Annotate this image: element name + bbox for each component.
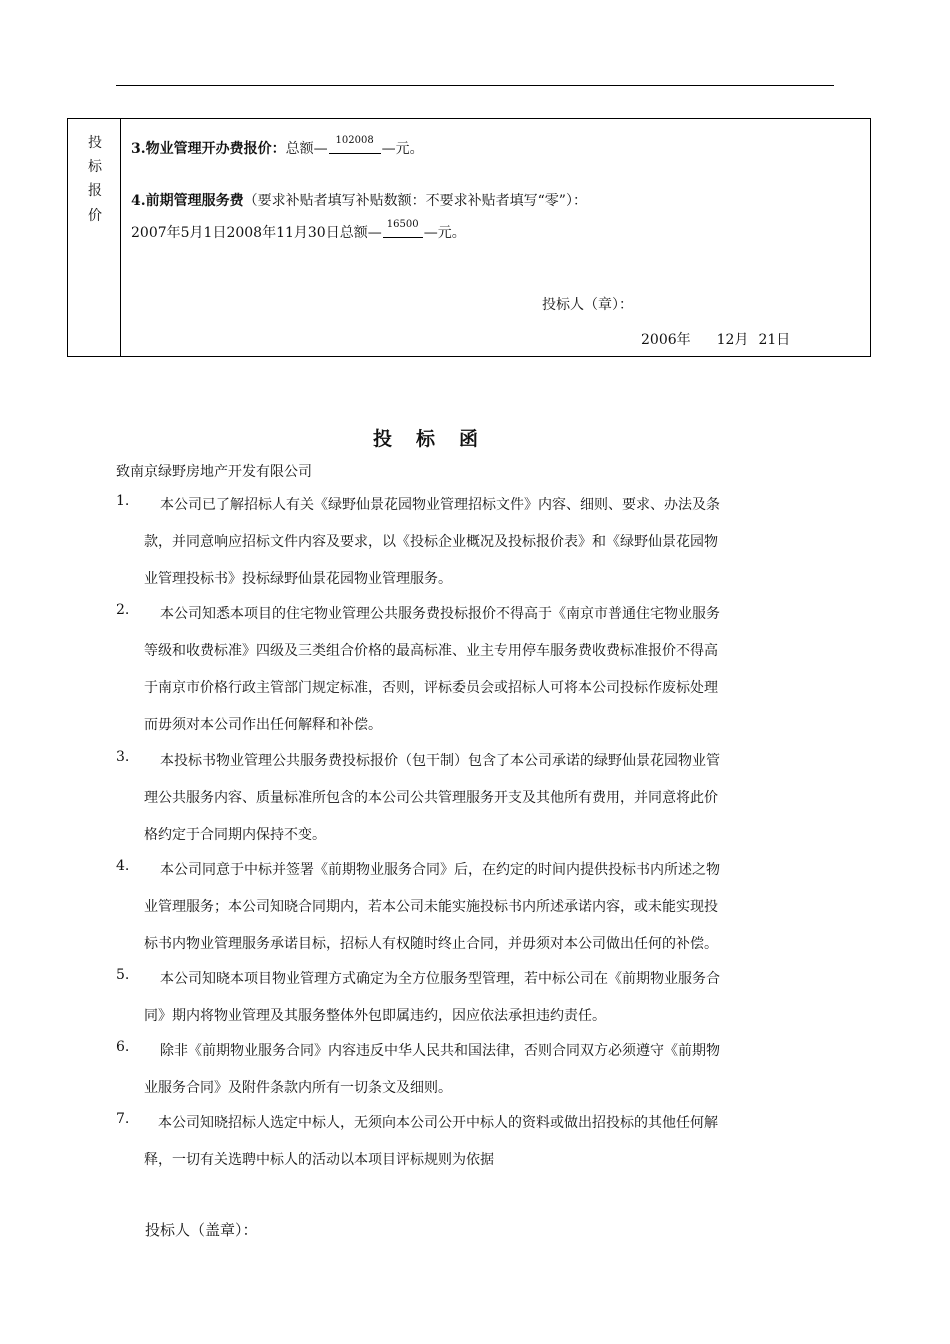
clause-line: 款，并同意响应招标文件内容及要求，以《投标企业概况及投标报价表》和《绿野仙景花园物 — [144, 534, 718, 550]
table-date — [641, 329, 790, 349]
item3-line — [131, 135, 424, 158]
clause-7 — [116, 1111, 834, 1185]
clause-3 — [116, 749, 834, 860]
clause-line: 同》期内将物业管理及其服务整体外包即属违约，因应依法承担违约责任。 — [144, 1008, 606, 1024]
item3-amount-blank — [329, 135, 381, 154]
clause-1 — [116, 493, 834, 604]
table-signer-label: 投标人（章）： — [542, 297, 633, 313]
clause-4 — [116, 858, 834, 969]
item3-suffix: —元。 — [381, 141, 424, 157]
clause-line: 理公共服务内容、质量标准所包含的本公司公共管理服务开支及其他所有费用，并同意将此价 — [144, 790, 718, 806]
clause-line: 等级和收费标准》四级及三类组合价格的最高标准、业主专用停车服务费收费标准报价不得高 — [144, 643, 718, 659]
clause-number: 7. — [116, 1111, 130, 1127]
clause-6 — [116, 1039, 834, 1113]
clause-number: 4. — [116, 858, 130, 874]
item3-amount: 102008 — [335, 135, 374, 146]
clause-line: 本公司知晓招标人选定中标人，无须向本公司公开中标人的资料或做出招投标的其他任何解 — [158, 1115, 718, 1131]
letter-recipient: 致南京绿野房地产开发有限公司 — [116, 464, 312, 480]
item4-period-line — [131, 219, 466, 242]
clause-number: 6. — [116, 1039, 130, 1055]
clause-number: 1. — [116, 493, 130, 509]
clause-line: 而毋须对本公司作出任何解释和补偿。 — [144, 717, 382, 733]
date-year: 2006年 — [641, 332, 691, 348]
quote-label-column — [68, 119, 121, 356]
clause-line: 标书内物业管理服务承诺目标，招标人有权随时终止合同，并毋须对本公司做出任何的补偿。 — [144, 936, 718, 952]
item4-suffix: —元。 — [423, 225, 466, 241]
clause-line: 释，一切有关选聘中标人的活动以本项目评标规则为依据 — [144, 1152, 494, 1168]
clause-line: 除非《前期物业服务合同》内容违反中华人民共和国法律，否则合同双方必须遵守《前期物 — [160, 1043, 720, 1059]
label-char: 报 — [88, 183, 102, 199]
clause-2 — [116, 602, 834, 750]
quote-table — [67, 118, 871, 357]
clause-line: 业服务合同》及附件条款内所有一切条文及细则。 — [144, 1080, 452, 1096]
label-char: 投 — [88, 135, 102, 151]
item3-prefix: 总额— — [285, 141, 328, 157]
clause-line: 本公司已了解招标人有关《绿野仙景花园物业管理招标文件》内容、细则、要求、办法及条 — [160, 497, 720, 513]
clause-number: 2. — [116, 602, 130, 618]
clause-line: 本公司同意于中标并签署《前期物业服务合同》后，在约定的时间内提供投标书内所述之物 — [160, 862, 720, 878]
letter-signer: 投标人（盖章）： — [145, 1221, 258, 1239]
item4-amount: 16500 — [386, 219, 419, 230]
clause-line: 格约定于合同期内保持不变。 — [144, 827, 326, 843]
item4-amount-blank — [383, 219, 423, 238]
item4-title: 4.前期管理服务费 — [131, 193, 244, 209]
date-day: 21日 — [758, 332, 791, 348]
label-char: 标 — [88, 159, 102, 175]
date-month: 12月 — [716, 332, 749, 348]
clause-5 — [116, 967, 834, 1041]
clause-number: 5. — [116, 967, 130, 983]
clause-line: 业管理服务；本公司知晓合同期内，若本公司未能实施投标书内所述承诺内容，或未能实现投 — [144, 899, 718, 915]
header-rule — [116, 85, 834, 86]
clause-line: 业管理投标书》投标绿野仙景花园物业管理服务。 — [144, 571, 452, 587]
clause-line: 本公司知晓本项目物业管理方式确定为全方位服务型管理，若中标公司在《前期物业服务合 — [160, 971, 720, 987]
clause-line: 本公司知悉本项目的住宅物业管理公共服务费投标报价不得高于《南京市普通住宅物业服务 — [160, 606, 720, 622]
clause-line: 本投标书物业管理公共服务费投标报价（包干制）包含了本公司承诺的绿野仙景花园物业管 — [160, 753, 720, 769]
item4-period: 2007年5月1日2008年11月30日总额— — [131, 225, 382, 241]
letter-title: 投标函 — [372, 428, 502, 450]
clause-number: 3. — [116, 749, 130, 765]
item4-note: （要求补贴者填写补贴数额：不要求补贴者填写“零”）： — [243, 193, 587, 209]
item3-title: 3.物业管理开办费报价： — [131, 141, 286, 157]
clause-line: 于南京市价格行政主管部门规定标准，否则，评标委员会或招标人可将本公司投标作废标处理 — [144, 680, 718, 696]
label-char: 价 — [88, 208, 102, 224]
item4-line — [131, 190, 587, 210]
